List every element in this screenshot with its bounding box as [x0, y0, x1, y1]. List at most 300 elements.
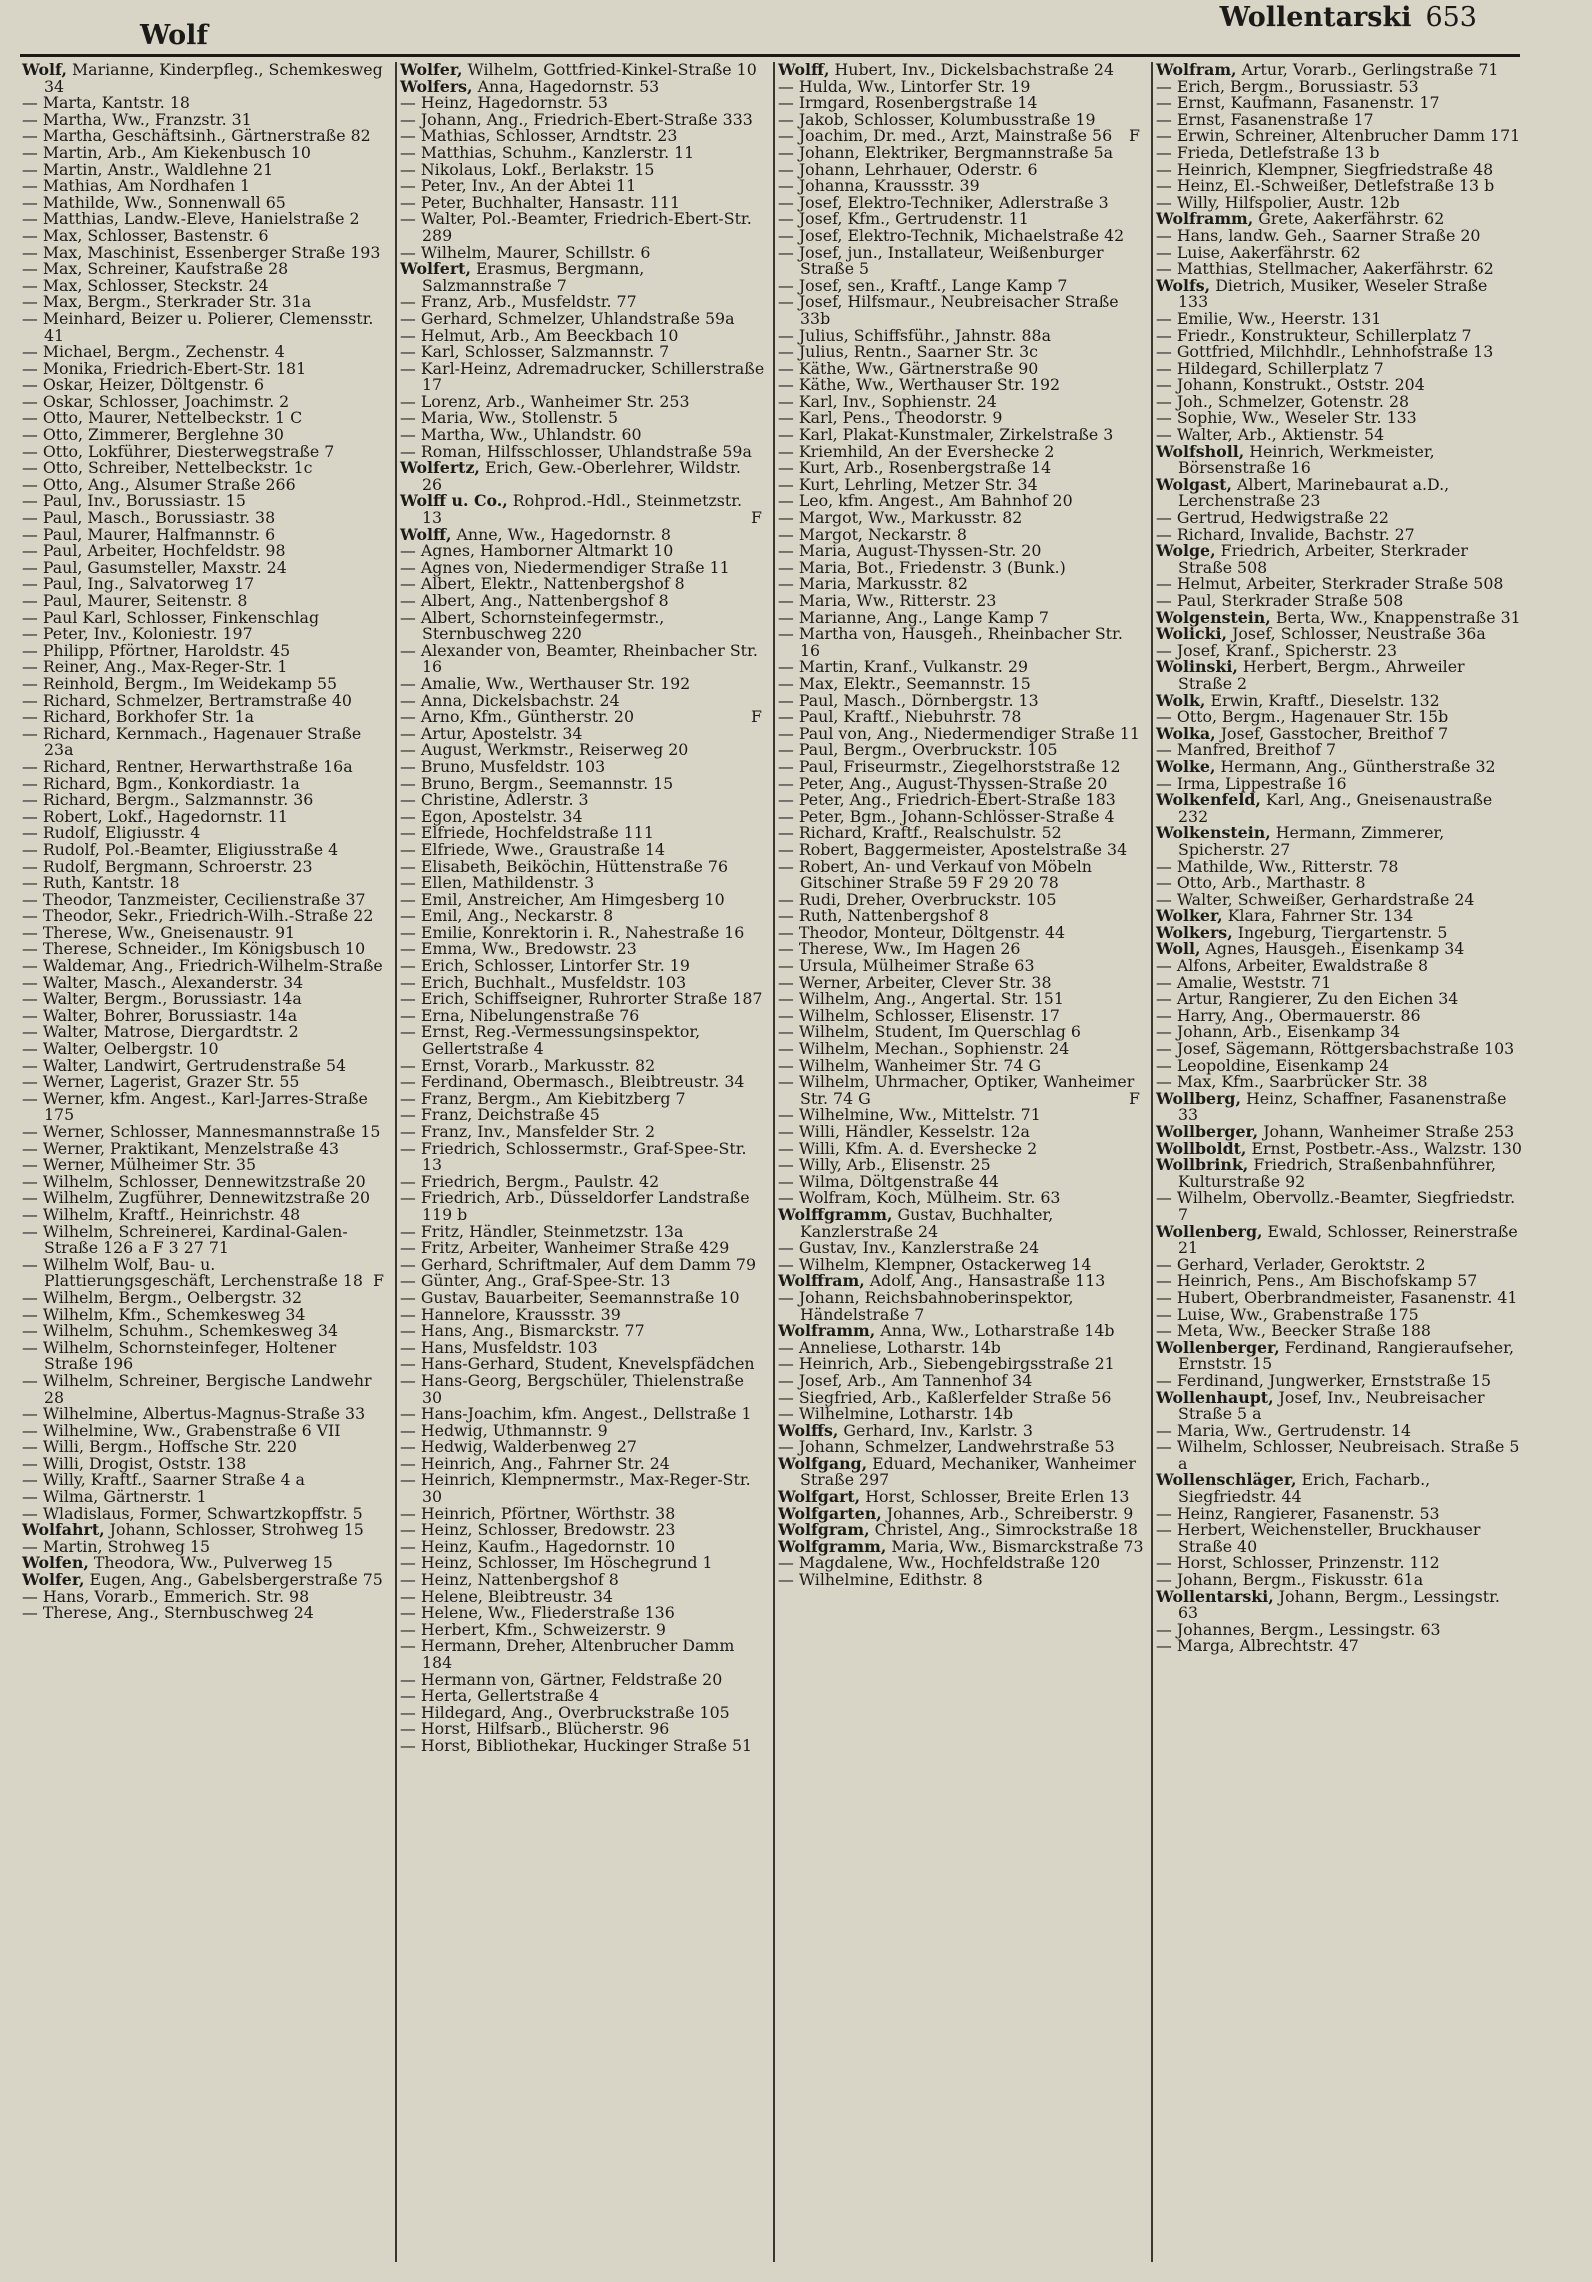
entry-text: — Paul, Masch., Dörnbergstr. 13 [778, 690, 1039, 710]
entry-text: — Agnes, Hamborner Altmarkt 10 [400, 541, 674, 561]
entry-text: — Otto, Ang., Alsumer Straße 266 [22, 474, 296, 494]
entry-text: — Ernst, Kaufmann, Fasanenstr. 17 [1156, 93, 1440, 113]
entry-surname: Wollberger, [1156, 1122, 1259, 1141]
entry-text: — Martha, Ww., Uhlandstr. 60 [400, 425, 642, 445]
entry-text: — Kurt, Arb., Rosenbergstraße 14 [778, 458, 1052, 478]
entry-text: — Albert, Ang., Nattenbergshof 8 [400, 591, 669, 610]
entry-text: — Harry, Ang., Obermauerstr. 86 [1156, 1005, 1421, 1025]
entry-text: — Emilie, Konrektorin i. R., Nahestraße 16 [400, 922, 745, 942]
entry-text: — Luise, Ww., Grabenstraße 175 [1156, 1304, 1419, 1324]
directory-entry [400, 491, 766, 528]
entry-text: — Josef, Elektro-Techniker, Adlerstraße 3 [778, 192, 1109, 212]
entry-text: — Irmgard, Rosenbergstraße 14 [778, 93, 1038, 113]
entry-text: — Johannes, Bergm., Lessingstr. 63 [1156, 1619, 1441, 1639]
entry-text: — Max, Maschinist, Essenberger Straße 193 [22, 242, 381, 262]
entry-text: — Hedwig, Uthmannstr. 9 [400, 1420, 608, 1440]
entry-text: — Günter, Ang., Graf-Spee-Str. 13 [400, 1271, 671, 1291]
entry-text: — Fritz, Händler, Steinmetzstr. 13a [400, 1221, 684, 1241]
entry-text: — Johanna, Kraussstr. 39 [778, 176, 980, 196]
directory-entry [1156, 823, 1522, 859]
entry-text: Gerhard, Inv., Karlstr. 3 [838, 1420, 1033, 1440]
entry-text: — Artur, Rangierer, Zu den Eichen 34 [1156, 989, 1459, 1009]
entry-text: — Wilhelmine, Edithstr. 8 [778, 1570, 983, 1590]
entry-text: — Käthe, Ww., Werthauser Str. 192 [778, 375, 1061, 395]
entry-text: — Fritz, Arbeiter, Wanheimer Straße 429 [400, 1238, 730, 1258]
entry-text: — Karl, Schlosser, Salzmannstr. 7 [400, 342, 670, 362]
entry-text: Gustav, Buchhalter, Kanzlerstraße 24 [800, 1204, 1054, 1241]
entry-text: — Ernst, Fasanenstraße 17 [1156, 109, 1374, 129]
entry-text: — Emil, Ang., Neckarstr. 8 [400, 906, 614, 926]
entry-text: Heinrich, Werkmeister, Börsenstraße 16 [1178, 441, 1435, 478]
entry-surname: Wolfertz, [400, 458, 480, 478]
directory-entry [22, 723, 388, 760]
directory-entry [22, 1221, 388, 1258]
entry-text: — Emil, Anstreicher, Am Himgesberg 10 [400, 889, 725, 909]
entry-text: — Margot, Neckarstr. 8 [778, 524, 967, 544]
entry-text: — Paul, Maurer, Seitenstr. 8 [22, 591, 248, 610]
entry-text: — Matthias, Landw.-Eleve, Hanielstraße 2 [22, 209, 360, 229]
entry-text: — Irma, Lippestraße 16 [1156, 773, 1347, 793]
entry-text: — Johann, Lehrhauer, Oderstr. 6 [778, 159, 1038, 179]
directory-entry [400, 458, 766, 494]
entry-text: — Wilhelm, Zugführer, Dennewitzstraße 20 [22, 1188, 371, 1208]
entry-text: — Arno, Kfm., Güntherstr. 20 [400, 707, 634, 727]
directory-entry [400, 1370, 766, 1407]
entry-surname: Wolgast, [1156, 474, 1232, 494]
directory-entry [1156, 1155, 1522, 1191]
entry-text: — Friedrich, Arb., Düsseldorfer Landstraße 119 b [400, 1188, 750, 1224]
entry-text: — Hans-Georg, Bergschüler, Thielenstraße 30 [400, 1370, 745, 1407]
entry-text: — Wilhelm, Mechan., Sophienstr. 24 [778, 1039, 1070, 1059]
entry-text: — Emilie, Ww., Heerstr. 131 [1156, 308, 1382, 328]
entry-text: — Max, Elektr., Seemannstr. 15 [778, 673, 1031, 693]
entry-text: — Rudi, Dreher, Overbruckstr. 105 [778, 889, 1057, 909]
entry-text: Agnes, Hausgeh., Eisenkamp 34 [1200, 939, 1465, 959]
column-3 [778, 62, 1144, 1589]
directory-entry [1156, 1636, 1522, 1656]
entry-text: — Meta, Ww., Beecker Straße 188 [1156, 1321, 1431, 1341]
entry-text: — Marianne, Ang., Lange Kamp 7 [778, 607, 1049, 627]
entry-text: — Maria, Ww., Stollenstr. 5 [400, 408, 619, 428]
entry-text: — Peter, Buchhalter, Hansastr. 111 [400, 192, 681, 212]
directory-entry [22, 1370, 388, 1407]
entry-text: — Walter, Schweißer, Gerhardstraße 24 [1156, 889, 1475, 909]
entry-text: — Wilhelmine, Lotharstr. 14b [778, 1404, 1014, 1424]
entry-text: — Philipp, Pförtner, Haroldstr. 45 [22, 640, 291, 660]
entry-text: — Hildegard, Ang., Overbruckstraße 105 [400, 1702, 730, 1722]
directory-entry [1156, 1221, 1522, 1258]
entry-surname: Wolke, [1156, 756, 1216, 776]
entry-text: Erasmus, Bergmann, Salzmannstraße 7 [422, 259, 645, 295]
telephone-marker: F [373, 1271, 384, 1291]
entry-surname: Wolfs, [1156, 275, 1211, 295]
entry-text: — Walter, Pol.-Beamter, Friedrich-Ebert-Str. 289 [400, 209, 752, 245]
directory-entry [1156, 1437, 1522, 1473]
entry-text: — Erich, Buchhalt., Musfeldstr. 103 [400, 972, 687, 992]
entry-text: — Hedwig, Walderbenweg 27 [400, 1437, 637, 1457]
entry-surname: Wolk, [1156, 690, 1206, 710]
entry-text: — Ferdinand, Obermasch., Bleibtreustr. 34 [400, 1072, 745, 1092]
entry-text: — Wilhelm Wolf, Bau- u. Plattierungsgeschäft, Lerchenstraße 18 [22, 1254, 363, 1291]
entry-text: — Richard, Kraftf., Realschulstr. 52 [778, 823, 1062, 843]
entry-text: Wilhelm, Gottfried-Kinkel-Straße 10 [462, 60, 757, 79]
directory-entry [400, 1636, 766, 1672]
entry-text: — Monika, Friedrich-Ebert-Str. 181 [22, 358, 307, 378]
entry-surname: Wolffgramm, [778, 1204, 893, 1224]
entry-text: — Herbert, Kfm., Schweizerstr. 9 [400, 1619, 666, 1639]
entry-text: — Walter, Bergm., Borussiastr. 14a [22, 989, 302, 1009]
entry-text: — Hermann von, Gärtner, Feldstraße 20 [400, 1669, 723, 1689]
entry-text: — Anna, Dickelsbachstr. 24 [400, 690, 620, 710]
directory-entry [22, 1603, 388, 1623]
entry-text: — Helene, Bleibtreustr. 34 [400, 1586, 613, 1606]
entry-text: — Karl, Inv., Sophienstr. 24 [778, 391, 997, 411]
entry-text: — Michael, Bergm., Zechenstr. 4 [22, 342, 285, 362]
entry-text: Adolf, Ang., Hansastraße 113 [864, 1271, 1106, 1291]
entry-text: — Peter, Ang., Friedrich-Ebert-Straße 183 [778, 790, 1116, 810]
entry-text: — Heinz, Rangierer, Fasanenstr. 53 [1156, 1503, 1440, 1523]
entry-text: — Therese, Ww., Im Hagen 26 [778, 939, 1021, 959]
entry-text: — Josef, Arb., Am Tannenhof 34 [778, 1370, 1033, 1390]
entry-text: — Peter, Inv., An der Abtei 11 [400, 176, 637, 196]
entry-surname: Wolinski, [1156, 657, 1238, 677]
entry-text: — Hulda, Ww., Lintorfer Str. 19 [778, 76, 1031, 96]
entry-text: Anne, Ww., Hagedornstr. 8 [451, 524, 671, 544]
directory-entry [778, 1287, 1144, 1324]
directory-entry [778, 1453, 1144, 1490]
entry-text: — Erna, Nibelungenstraße 76 [400, 1005, 640, 1025]
entry-text: — Kriemhild, An der Eversheckе 2 [778, 441, 1055, 461]
entry-surname: Wollbrink, [1156, 1155, 1249, 1175]
entry-text: — Walter, Matrose, Diergardtstr. 2 [22, 1022, 299, 1042]
entry-text: — Heinz, Schlosser, Im Höschegrund 1 [400, 1553, 713, 1573]
entry-text: Herbert, Bergm., Ahrweiler Straße 2 [1178, 657, 1465, 693]
entry-text: — Ferdinand, Jungwerker, Ernststraße 15 [1156, 1370, 1492, 1390]
entry-text: — Therese, Ang., Sternbuschweg 24 [22, 1603, 314, 1623]
header-first-entry: Wolf [140, 20, 209, 51]
entry-text: — Kurt, Lehrling, Metzer Str. 34 [778, 474, 1038, 494]
entry-text: — Wilhelmine, Albertus-Magnus-Straße 33 [22, 1404, 366, 1424]
entry-surname: Wolff, [400, 524, 452, 544]
entry-text: — Mathilde, Ww., Sonnenwall 65 [22, 192, 286, 212]
entry-text: — Margot, Ww., Markusstr. 82 [778, 508, 1023, 528]
entry-text: — Martin, Strohweg 15 [22, 1536, 211, 1556]
entry-text: — Johann, Bergm., Fiskusstr. 61a [1156, 1570, 1424, 1590]
entry-surname: Wolff u. Co., [400, 491, 508, 511]
entry-surname: Wolfen, [22, 1553, 89, 1573]
entry-text: — Willy, Hilfspolier, Austr. 12b [1156, 192, 1400, 212]
entry-text: — Roman, Hilfsschlosser, Uhlandstraße 59a [400, 441, 752, 461]
entry-text: — Elfriede, Hochfeldstraße 111 [400, 823, 654, 843]
entry-surname: Wollenschläger, [1156, 1470, 1297, 1490]
entry-text: Maria, Ww., Bismarckstraße 73 [886, 1536, 1144, 1556]
directory-entry [778, 1570, 1144, 1590]
entry-text: Rohprod.-Hdl., Steinmetzstr. 13 [422, 491, 743, 528]
entry-text: Josef, Gasstocher, Breithof 7 [1215, 723, 1449, 743]
entry-text: — Willi, Händler, Kesselstr. 12a [778, 1122, 1030, 1141]
entry-text: — Heinrich, Ang., Fahrner Str. 24 [400, 1453, 670, 1473]
entry-text: — Werner, Schlosser, Mannesmannstraße 15 [22, 1122, 381, 1141]
entry-text: — Wilhelm, Uhrmacher, Optiker, Wanheimer Str. 74 G [778, 1072, 1135, 1108]
entry-text: — Therese, Schneider., Im Königsbusch 10 [22, 939, 366, 959]
directory-entry [1156, 541, 1522, 577]
entry-text: — Ernst, Reg.-Vermessungsinspektor, Gellertstraße 4 [400, 1022, 701, 1059]
entry-text: — Heinrich, Klempner, Siegfriedstraße 48 [1156, 159, 1494, 179]
entry-text: — Heinrich, Pförtner, Wörthstr. 38 [400, 1503, 676, 1523]
entry-text: — Martin, Arb., Am Kiekenbusch 10 [22, 142, 311, 162]
header-last-name: Wollentarski [1219, 2, 1412, 33]
directory-entry [1156, 275, 1522, 312]
directory-entry [1156, 790, 1522, 826]
entry-text: — Hannelore, Kraussstr. 39 [400, 1304, 621, 1324]
entry-surname: Wolf, [22, 60, 67, 79]
directory-entry [1156, 1586, 1522, 1623]
entry-text: — Heinz, Kaufm., Hagedornstr. 10 [400, 1536, 676, 1556]
page-header [0, 0, 1592, 58]
entry-surname: Wolfram, [1156, 60, 1237, 79]
entry-text: — Josef, Sägemann, Röttgersbachstraße 103 [1156, 1039, 1515, 1059]
entry-text: — Wilhelmine, Ww., Grabenstraße 6 VII [22, 1420, 341, 1440]
entry-surname: Wollenberger, [1156, 1337, 1280, 1357]
entry-text: Dietrich, Musiker, Weseler Straße 133 [1178, 275, 1488, 312]
entry-text: Johann, Schlosser, Strohweg 15 [104, 1520, 364, 1540]
entry-surname: Wolker, [1156, 906, 1223, 926]
entry-text: — Hubert, Oberbrandmeister, Fasanenstr. 41 [1156, 1287, 1518, 1307]
entry-text: — Paul, Masch., Borussiastr. 38 [22, 508, 276, 528]
entry-surname: Wolkenstein, [1156, 823, 1271, 843]
entry-text: — Anneliese, Lotharstr. 14b [778, 1337, 1001, 1357]
directory-entry [1156, 474, 1522, 511]
entry-text: — Heinz, El.-Schweißer, Detlefstraße 13 b [1156, 176, 1495, 196]
entry-text: Berta, Ww., Knappenstraße 31 [1270, 607, 1521, 627]
directory-entry [22, 60, 388, 96]
entry-text: — Artur, Apostelstr. 34 [400, 723, 583, 743]
entry-text: — Alexander von, Beamter, Rheinbacher Str. 16 [400, 640, 758, 677]
entry-text: — Ursula, Mülheimer Straße 63 [778, 956, 1035, 976]
entry-text: — Wilhelm, Klempner, Ostackerweg 14 [778, 1254, 1092, 1274]
entry-text: — Johann, Reichsbahnoberinspektor, Händelstraße 7 [778, 1287, 1074, 1324]
entry-text: — Peter, Ang., August-Thyssen-Straße 20 [778, 773, 1108, 793]
entry-text: — Christine, Adlerstr. 3 [400, 790, 589, 810]
entry-text: — Josef, Elektro-Technik, Michaelstraße 42 [778, 225, 1125, 245]
directory-entry [1156, 1520, 1522, 1556]
entry-text: — Wilhelm, Schornsteinfeger, Holtener Straße 196 [22, 1337, 337, 1374]
entry-text: — Therese, Ww., Gneisenaustr. 91 [22, 922, 296, 942]
entry-text: Hubert, Inv., Dickelsbachstraße 24 [829, 60, 1115, 79]
entry-text: — Ernst, Vorarb., Markusstr. 82 [400, 1055, 656, 1075]
entry-text: — Gertrud, Hedwigstraße 22 [1156, 508, 1389, 528]
entry-text: — Käthe, Ww., Gärtnerstraße 90 [778, 358, 1039, 378]
directory-entry [1156, 657, 1522, 693]
entry-text: Ferdinand, Rangieraufseher, Ernststr. 15 [1178, 1337, 1514, 1374]
entry-text: — Johann, Arb., Eisenkamp 34 [1156, 1022, 1401, 1042]
entry-text: — Paul von, Ang., Niedermendiger Straße 11 [778, 723, 1140, 743]
entry-text: — Wilhelm, Obervollz.-Beamter, Siegfriedstr. 7 [1156, 1188, 1516, 1224]
entry-text: — Walter, Oelbergstr. 10 [22, 1039, 219, 1059]
directory-entry [400, 209, 766, 245]
entry-text: — Maria, Ww., Gertrudenstr. 14 [1156, 1420, 1412, 1440]
entry-text: — Wolfram, Koch, Mülheim. Str. 63 [778, 1188, 1061, 1208]
entry-text: — Wilhelm, Kfm., Schemkesweg 34 [22, 1304, 306, 1324]
entry-text: — Wilhelm, Ang., Angertal. Str. 151 [778, 989, 1064, 1009]
entry-surname: Wolkers, [1156, 922, 1233, 942]
entry-surname: Wolframm, [1156, 209, 1254, 229]
column-2 [400, 62, 766, 1755]
entry-text: — Wilhelm, Kraftf., Heinrichstr. 48 [22, 1204, 301, 1224]
entry-text: — Theodor, Sekr., Friedrich-Wilh.-Straße 22 [22, 906, 374, 926]
entry-text: — Robert, Baggermeister, Apostelstraße 34 [778, 839, 1128, 859]
entry-text: — Johann, Konstrukt., Oststr. 204 [1156, 375, 1425, 395]
entry-text: — Wilhelm, Student, Im Querschlag 6 [778, 1022, 1081, 1042]
entry-text: — Willi, Kfm. A. d. Eversheckе 2 [778, 1138, 1038, 1158]
entry-text: — Franz, Arb., Musfeldstr. 77 [400, 292, 637, 312]
entry-text: — Magdalene, Ww., Hochfeldstraße 120 [778, 1553, 1101, 1573]
directory-entry [400, 358, 766, 395]
entry-text: — Maria, Bot., Friedenstr. 3 (Bunk.) [778, 557, 1066, 577]
telephone-marker: F [751, 508, 762, 528]
entry-text: — Hans-Joachim, kfm. Angest., Dellstraße 1 [400, 1404, 752, 1424]
entry-text: — Amalie, Ww., Werthauser Str. 192 [400, 673, 691, 693]
entry-text: Grete, Aakerfährstr. 62 [1253, 209, 1445, 229]
entry-text: Artur, Vorarb., Gerlingstraße 71 [1236, 60, 1499, 79]
entry-text: — Joachim, Dr. med., Arzt, Mainstraße 56 [778, 126, 1113, 146]
entry-text: — Walter, Bohrer, Borussiastr. 14a [22, 1005, 298, 1025]
entry-text: — Martha, Ww., Franzstr. 31 [22, 109, 252, 129]
entry-text: — Friedrich, Bergm., Paulstr. 42 [400, 1171, 660, 1191]
directory-entry [1156, 1088, 1522, 1125]
directory-entry [22, 1254, 388, 1291]
entry-text: Ewald, Schlosser, Reinerstraße 21 [1178, 1221, 1518, 1258]
entry-text: — Karl-Heinz, Adremadrucker, Schillerstraße 17 [400, 358, 765, 395]
entry-text: — Siegfried, Arb., Kaßlerfelder Straße 56 [778, 1387, 1112, 1407]
entry-text: — Matthias, Schuhm., Kanzlerstr. 11 [400, 142, 695, 162]
entry-text: — Heinz, Hagedornstr. 53 [400, 93, 608, 113]
entry-text: — Richard, Bgm., Konkordiastr. 1a [22, 773, 300, 793]
entry-text: — Walter, Masch., Alexanderstr. 34 [22, 972, 304, 992]
entry-text: — Richard, Schmelzer, Bertramstraße 40 [22, 690, 352, 710]
entry-surname: Wolffs, [778, 1420, 839, 1440]
entry-text: Eduard, Mechaniker, Wanheimer Straße 297 [800, 1453, 1136, 1490]
directory-entry [400, 1022, 766, 1059]
entry-text: Eugen, Ang., Gabelsbergerstraße 75 [84, 1570, 383, 1590]
entry-text: — Richard, Bergm., Salzmannstr. 36 [22, 790, 314, 810]
directory-entry [778, 242, 1144, 279]
entry-text: — Theodor, Monteur, Döltgenstr. 44 [778, 922, 1066, 942]
entry-text: — Rudolf, Bergmann, Schroerstr. 23 [22, 856, 313, 876]
entry-text: — Erich, Schlosser, Lintorfer Str. 19 [400, 956, 690, 976]
entry-text: — Paul, Friseurmstr., Ziegelhorststraße 12 [778, 756, 1121, 776]
entry-text: Friedrich, Arbeiter, Sterkrader Straße 508 [1178, 541, 1468, 577]
entry-text: — Josef, jun., Installateur, Weißenburger Straße 5 [778, 242, 1104, 279]
entry-surname: Wolfert, [400, 259, 471, 279]
entry-text: — Josef, sen., Kraftf., Lange Kamp 7 [778, 275, 1068, 295]
entry-text: — Paul, Sterkrader Straße 508 [1156, 591, 1404, 610]
directory-entry [400, 607, 766, 644]
entry-surname: Wolicki, [1156, 624, 1228, 644]
entry-text: — Franz, Deichstraße 45 [400, 1105, 600, 1125]
entry-text: — Johann, Ang., Friedrich-Ebert-Straße 333 [400, 109, 753, 129]
entry-text: — Richard, Rentner, Herwarthstraße 16a [22, 756, 353, 776]
entry-text: — Josef, Kfm., Gertrudenstr. 11 [778, 209, 1029, 229]
entry-text: Erich, Facharb., Siegfriedstr. 44 [1178, 1470, 1431, 1507]
page-number: 653 [1425, 2, 1477, 33]
entry-text: — Josef, Hilfsmaur., Neubreisacher Straße 33b [778, 292, 1119, 328]
entry-text: — Wilhelm, Bergm., Oelbergstr. 32 [22, 1287, 303, 1307]
entry-surname: Wollberg, [1156, 1088, 1241, 1108]
entry-surname: Wolfgram, [778, 1520, 870, 1540]
entry-text: — Paul, Inv., Borussiastr. 15 [22, 491, 246, 511]
entry-text: — Friedrich, Schlossermstr., Graf-Spee-Str. 13 [400, 1138, 747, 1175]
entry-text: — Helene, Ww., Fliederstraße 136 [400, 1603, 675, 1623]
entry-text: — Wilhelm, Schreinerei, Kardinal-Galen-Straße 126 a F 3 27 71 [22, 1221, 348, 1258]
entry-text: — Max, Schlosser, Bastenstr. 6 [22, 225, 269, 245]
entry-text: — Frieda, Detlefstraße 13 b [1156, 142, 1380, 162]
entry-text: — Willi, Drogist, Oststr. 138 [22, 1453, 247, 1473]
entry-text: — Willy, Arb., Elisenstr. 25 [778, 1155, 991, 1175]
entry-text: — Wilma, Döltgenstraße 44 [778, 1171, 999, 1191]
directory-entry [400, 1735, 766, 1755]
entry-surname: Wolge, [1156, 541, 1216, 561]
entry-text: Josef, Schlosser, Neustraße 36a [1227, 624, 1486, 644]
entry-text: — Hans, Ang., Bismarckstr. 77 [400, 1321, 645, 1341]
entry-text: — Bruno, Musfeldstr. 103 [400, 756, 606, 776]
entry-text: — Walter, Landwirt, Gertrudenstraße 54 [22, 1055, 347, 1075]
entry-text: — Oskar, Schlosser, Joachimstr. 2 [22, 391, 290, 411]
entry-text: — Max, Kfm., Saarbrücker Str. 38 [1156, 1072, 1428, 1092]
entry-text: — Werner, Arbeiter, Clever Str. 38 [778, 972, 1052, 992]
entry-text: — Hans, Vorarb., Emmerich. Str. 98 [22, 1586, 310, 1606]
entry-surname: Wolfahrt, [22, 1520, 105, 1540]
entry-text: — Hans-Gerhard, Student, Knevelspfädchen [400, 1354, 755, 1374]
entry-text: — Max, Schlosser, Steckstr. 24 [22, 275, 269, 295]
entry-text: — Richard, Invalide, Bachstr. 27 [1156, 524, 1415, 544]
entry-text: — Horst, Hilfsarb., Blücherstr. 96 [400, 1719, 670, 1739]
entry-text: — Wilhelm, Schlosser, Elisenstr. 17 [778, 1005, 1060, 1025]
entry-text: — Horst, Schlosser, Prinzenstr. 112 [1156, 1553, 1440, 1573]
entry-text: Johannes, Arb., Schreiberstr. 9 [881, 1503, 1134, 1523]
entry-text: — Johann, Schmelzer, Landwehrstraße 53 [778, 1437, 1115, 1457]
column-4 [1156, 62, 1522, 1655]
entry-text: — Marga, Albrechtstr. 47 [1156, 1636, 1359, 1656]
entry-text: — Erich, Bergm., Borussiastr. 53 [1156, 76, 1419, 96]
entry-text: Klara, Fahrner Str. 134 [1222, 906, 1414, 926]
entry-text: — Ruth, Nattenbergshof 8 [778, 906, 989, 926]
entry-text: — Friedr., Konstrukteur, Schillerplatz 7 [1156, 325, 1472, 345]
entry-surname: Wolfgang, [778, 1453, 868, 1473]
telephone-marker: F [1129, 126, 1140, 146]
directory-entry [1156, 1470, 1522, 1507]
directory-entry [778, 624, 1144, 660]
directory-entry [1156, 1387, 1522, 1424]
entry-text: — Emma, Ww., Bredowstr. 23 [400, 939, 637, 959]
entry-text: — Rudolf, Pol.-Beamter, Eligiusstraße 4 [22, 839, 339, 859]
entry-text: — Elisabeth, Beiköchin, Hüttenstraße 76 [400, 856, 729, 876]
directory-entry [400, 640, 766, 677]
entry-text: — Bruno, Bergm., Seemannstr. 15 [400, 773, 674, 793]
entry-text: — Paul, Arbeiter, Hochfeldstr. 98 [22, 541, 286, 561]
directory-entry [22, 308, 388, 345]
entry-surname: Wolfgart, [778, 1487, 861, 1507]
entry-text: — Paul, Kraftf., Niebuhrstr. 78 [778, 707, 1022, 727]
entry-text: Albert, Marinebaurat a.D., Lerchenstraße 23 [1178, 474, 1450, 511]
entry-text: — Robert, Lokf., Hagedornstr. 11 [22, 806, 288, 826]
entry-text: — Herta, Gellertstraße 4 [400, 1686, 600, 1706]
entry-text: — Werner, Praktikant, Menzelstraße 43 [22, 1138, 340, 1158]
header-rule [20, 54, 1520, 57]
entry-text: — Luise, Aakerfährstr. 62 [1156, 242, 1361, 262]
entry-text: — Meinhard, Beizer u. Polierer, Clemensstr. 41 [22, 308, 374, 345]
entry-text: — Helmut, Arbeiter, Sterkrader Straße 508 [1156, 574, 1504, 594]
